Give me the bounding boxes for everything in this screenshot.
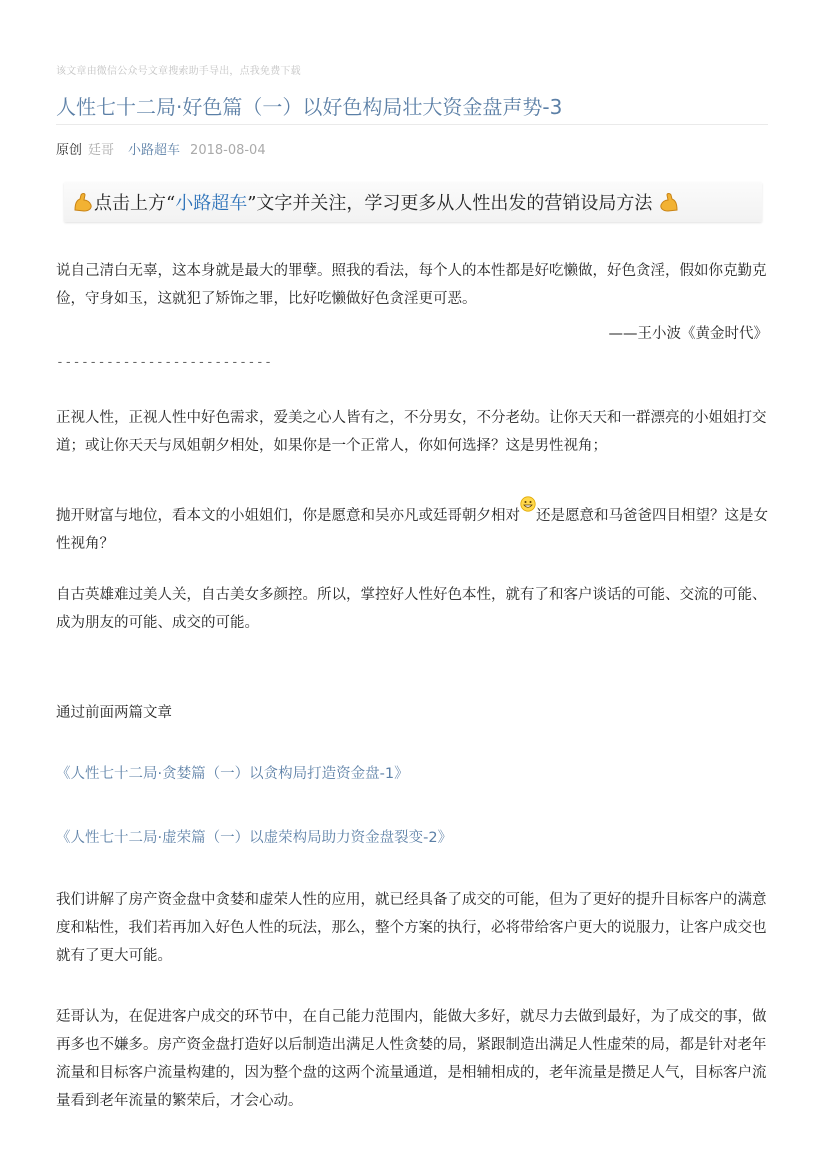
article-meta [56, 139, 266, 158]
banner-account-link[interactable]: 小路超车 [175, 193, 248, 214]
paragraph: 自古英雄难过美人关，自古美女多颜控。所以，掌控好人性好色本性，就有了和客户谈话的可能、交流的可能、成为朋友的可能、成交的可能。 [56, 587, 767, 631]
paragraph: 正视人性，正视人性中好色需求，爱美之心人皆有之，不分男女，不分老幼。让你天天和一群漂亮的小姐姐打交道；或让你天天与凤姐朝夕相处，如果你是一个正常人，你如何选择？这是男性视角； [56, 410, 767, 454]
article-title: 人性七十二局·好色篇（一）以好色构局壮大资金盘声势-3 [56, 95, 563, 119]
export-notice-link[interactable]: 该文章由微信公众号文章搜索助手导出，点我免费下载 [56, 66, 301, 77]
article-link[interactable]: 《人性七十二局·贪婪篇（一）以贪构局打造资金盘-1》 [56, 766, 409, 782]
flexed-biceps-icon [72, 191, 94, 213]
paragraph: 通过前面两篇文章 [56, 705, 172, 721]
follow-banner[interactable] [64, 182, 762, 222]
banner-prefix: 点击上方“ [94, 193, 176, 214]
article-link[interactable]: 《人性七十二局·虚荣篇（一）以虚荣构局助力资金盘裂变-2》 [56, 830, 453, 846]
paragraph-text: 还是愿意和马爸爸四目相望？这是女性视角？ [56, 508, 768, 552]
title-divider [56, 124, 768, 125]
banner-suffix: ”文字并关注，学习更多从人性出发的营销设局方法 [247, 193, 653, 214]
author-name: 廷哥 [88, 143, 115, 158]
separator-line: -------------------------- [56, 355, 273, 370]
original-tag: 原创 [56, 143, 83, 158]
quote-text: 说自己清白无辜，这本身就是最大的罪孽。照我的看法，每个人的本性都是好吃懒做，好色贪淫，假如你克勤克俭，守身如玉，这就犯了矫饰之罪，比好吃懒做好色贪淫更可恶。 [56, 263, 767, 307]
publish-date: 2018-08-04 [190, 143, 266, 158]
quote-attribution: ——王小波《黄金时代》 [608, 326, 768, 342]
paragraph: 廷哥认为，在促进客户成交的环节中，在自己能力范围内，能做大多好，就尽力去做到最好，为了成交的事，做再多也不嫌多。房产资金盘打造好以后制造出满足人性贪婪的局，紧跟制造出满足人性虚荣的局，都是针对老年流量和目标客户流量构建的，因为整个盘的这两个流量通道，是相辅相成的，老年流量是攒足人气，目标客户流量看到老年流量的繁荣后，才会心动。 [56, 1009, 767, 1109]
grinning-face-icon [520, 496, 536, 512]
follow-banner-text [72, 189, 680, 215]
account-link[interactable]: 小路超车 [128, 143, 181, 158]
flexed-biceps-icon [658, 191, 680, 213]
paragraph [56, 496, 768, 558]
paragraph: 我们讲解了房产资金盘中贪婪和虚荣人性的应用，就已经具备了成交的可能，但为了更好的提升目标客户的满意度和粘性，我们若再加入好色人性的玩法，那么，整个方案的执行，必将带给客户更大的说服力，让客户成交也就有了更大可能。 [56, 892, 767, 964]
paragraph-text: 抛开财富与地位，看本文的小姐姐们，你是愿意和吴亦凡或廷哥朝夕相对 [56, 508, 520, 524]
